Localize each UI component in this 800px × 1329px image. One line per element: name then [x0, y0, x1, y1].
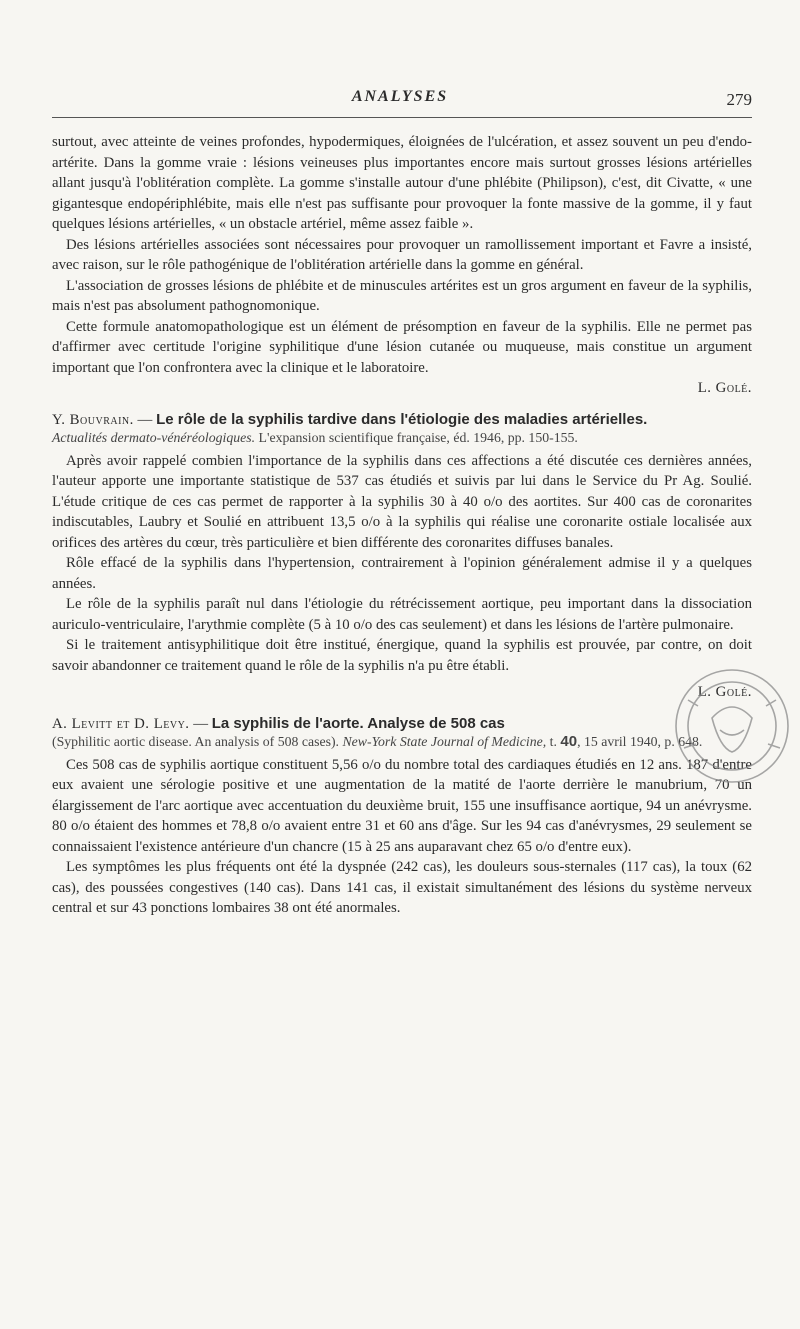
journal-name: Actualités dermato-vénéréologiques.: [52, 429, 256, 445]
paragraph: Si le traitement antisyphilitique doit être institué, énergique, quand la syphilis est prouvée, par contre, on doit savoir abandonner ce traitement quand le rôle de la syphilis n'a pu être établi.: [52, 637, 752, 674]
separator-dash: —: [189, 715, 212, 732]
article-reference: [52, 411, 752, 429]
paragraph: Cette formule anatomopathologique est un élément de présomption en faveur de la syphilis. Elle ne permet pas d'affirmer avec certitude l'origine syphilitique d'une lésion cutanée ou muqueuse, mais constitue un argument important que l'on confrontera avec la clinique et le laboratoire.: [52, 318, 752, 376]
journal-name: New-York State Journal of Medicine,: [339, 733, 547, 749]
page-number: 279: [726, 90, 752, 109]
paragraph: L'association de grosses lésions de phlébite et de minuscules artérites est un gros argument en faveur de la syphilis, mais n'est pas absolument pathognomonique.: [52, 277, 752, 314]
article-reference: [52, 715, 752, 733]
paragraph: Rôle effacé de la syphilis dans l'hypertension, contrairement à l'opinion généralement admise il y a quelques années.: [52, 555, 752, 592]
paragraph: Après avoir rappelé combien l'importance de la syphilis dans ces affections a été discutée ces dernières années, l'auteur apporte une importante statistique de 537 cas étudiés et suivis par lui dans le Service du Pr Ag. Soulié. L'étude critique de ces cas permet de rapporter à la syphilis 30 à 40 o/o des aortites. Sur 400 cas de coronarites indiscutables, Laubry et Soulié en attribuent 13,5 o/o à la syphilis qui réalise une coronarite ostiale localisée aux orifices des artères du cœur, très particulière et bien différente des coronarites diffuses banales.: [52, 452, 752, 551]
article-author: A. Levitt et D. Levy.: [52, 715, 190, 732]
paragraph: Ces 508 cas de syphilis aortique constituent 5,56 o/o du nombre total des cardiaques étudiés en 12 ans. 187 d'entre eux avaient une sérologie positive et une augmentation de la matité de l'aorte derrière le manubrium, 70 un élargissement de l'arc aortique avec accentuation du deuxième bruit, 155 une insuffisance aortique, 94 un anévrysme. 80 o/o étaient des hommes et 78,8 o/o avaient entre 31 et 60 ans d'âge. Sur les 94 cas d'anévrysmes, 29 seulement se connaissaient l'existence antérieure d'un chancre (15 à 25 ans auparavant chez 65 o/o d'entre eux).: [52, 756, 752, 855]
publisher-info: L'expansion scientifique française, éd. 1946, pp. 150-155.: [255, 429, 578, 445]
article-source: [52, 429, 752, 446]
publication-date: , 15 avril 1940, p. 648.: [577, 733, 703, 749]
volume-number: 40: [560, 732, 578, 750]
article-title: La syphilis de l'aorte. Analyse de 508 cas: [211, 714, 505, 732]
article-levitt: [52, 715, 752, 919]
continued-section: [52, 132, 752, 399]
volume-prefix: t.: [546, 733, 561, 749]
paragraph: Des lésions artérielles associées sont nécessaires pour provoquer un ramollissement important et Favre a insisté, avec raison, sur le rôle pathogénique de l'oblitération artérielle dans la gomme en général.: [52, 236, 752, 273]
separator-dash: —: [133, 411, 157, 428]
article-title: Le rôle de la syphilis tardive dans l'étiologie des maladies artérielles.: [156, 410, 648, 428]
paragraph: surtout, avec atteinte de veines profondes, hypodermiques, éloignées de l'ulcération, et assez souvent un peu d'endo-artérite. Dans la gomme vraie : lésions veineuses plus importantes encore mais surtout grosses lésions artérielles allant jusqu'à l'oblitération complète. La gomme s'installe autour d'une phlébite (Philipson), c'est, dit Civatte, « une gigantesque endopériphlébite, mais elle n'est pas suffisante pour provoquer la fonte massive de la gomme, il y faut quelques lésions artérielles, « un obstacle artériel, même assez faible ».: [52, 134, 752, 232]
running-head: ANALYSES: [351, 88, 449, 105]
article-bouvrain: [52, 411, 752, 703]
article-source: [52, 733, 752, 750]
body-text: [52, 132, 752, 919]
paragraph: Les symptômes les plus fréquents ont été la dyspnée (242 cas), les douleurs sous-sternales (117 cas), la toux (62 cas), des poussées congestives (140 cas). Dans 141 cas, il existait simultanément des lésions du système nerveux central et sur 43 ponctions lombaires 38 ont été anormales.: [52, 859, 752, 916]
paragraph: Le rôle de la syphilis paraît nul dans l'étiologie du rétrécissement aortique, peu important dans la dissociation auriculo-ventriculaire, l'arythmie complète (5 à 10 o/o des cas seulement) et dans les lésions de l'artère pulmonaire.: [52, 596, 752, 633]
header-rule: [52, 117, 752, 118]
article-author: Y. Bouvrain.: [52, 411, 134, 428]
signature: L. Golé.: [697, 380, 752, 396]
signature: L. Golé.: [697, 684, 752, 700]
english-title: (Syphilitic aortic disease. An analysis of 508 cases).: [52, 733, 339, 749]
library-stamp-icon: [668, 660, 796, 790]
